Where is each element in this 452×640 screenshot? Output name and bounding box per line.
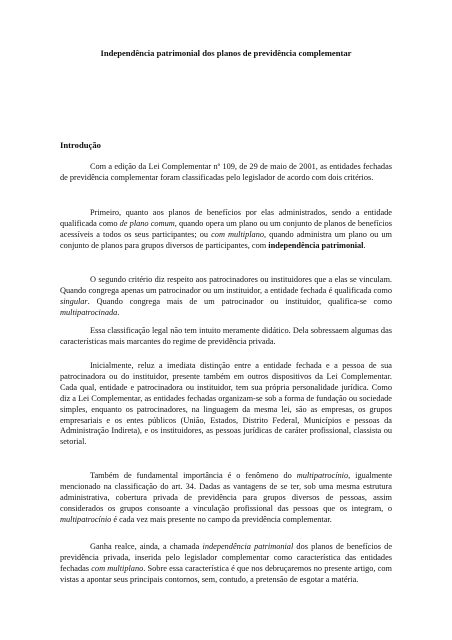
document-title: Independência patrimonial dos planos de previdência complementar — [100, 48, 352, 58]
paragraph-text: Com a edição da Lei Complementar nº 109, de 29 de maio de 2001, as entidades fechadas de previdência complementar foram classificadas pelo legislador de acordo com dois critérios. — [60, 162, 392, 182]
paragraph-5 — [60, 361, 392, 448]
section-heading: Introdução — [60, 140, 101, 150]
paragraph-text: Também de fundamental importância é o fenômeno do — [90, 471, 297, 480]
paragraph-text: , quando opera um plano ou um conjunto de planos de benefícios acessíveis a todos os seus participantes; ou — [60, 218, 393, 239]
bold-text: independência patrimonial — [268, 240, 364, 250]
paragraph-text: Primeiro, quanto aos planos de benefícios por elas administrados, sendo a entidade qualificada como — [60, 208, 392, 228]
paragraph-text: dos planos de benefícios de previdência privada, inserida pelo legislador complementar como característica das entidades fechadas — [60, 542, 393, 573]
emphasis-text: multipatrocínio — [296, 471, 349, 480]
emphasis-text: multipatrocínio — [60, 514, 112, 524]
paragraph-text: O segundo critério diz respeito aos patrocinadores ou instituidores que a elas se vinculam. Quando congrega apenas um patrocinador ou um instituidor, a entidade fechada é qualificada como — [60, 275, 392, 295]
emphasis-text: multipatrocinada — [60, 307, 118, 317]
paragraph-7 — [60, 542, 392, 586]
emphasis-text: singular — [60, 296, 88, 306]
paragraph-text: Ganha realce, ainda, a chamada — [90, 542, 203, 551]
paragraph-text: , igualmente mencionado na classificação do art. 34. Dadas as vantagens de se ter, sob uma mesma estrutura administrativa, cobertura privada de previdência para grupos diversos de pessoas, assim considerados os grupos consoante a vinculação profissional das pessoas que os integram, o — [60, 471, 393, 513]
paragraph-text: Essa classificação legal não tem intuito meramente didático. Dela sobressaem algumas das características mais marcantes do regime de previdência privada. — [60, 326, 392, 346]
paragraph-text: , quando administra um plano ou um conjunto de planos para grupos diversos de participantes, com — [60, 229, 392, 250]
paragraph-4 — [60, 326, 392, 348]
paragraph-2 — [60, 208, 392, 252]
paragraph-6 — [60, 471, 392, 526]
paragraph-text: . Sobre essa característica é que nos debruçaremos no presente artigo, com vistas a apontar seus principais contornos, sem, contudo, a pretensão de esgotar a matéria. — [60, 563, 393, 584]
emphasis-text: de plano comum — [119, 218, 175, 228]
paragraph-1 — [60, 162, 392, 184]
paragraph-text: Inicialmente, reluz a imediata distinção entre a entidade fechada e a pessoa de sua patrocinadora ou do instituidor, presente também em outros dispositivos da Lei Complementar. Cada qual, entidade e patrocinadora ou instituidor, tem sua própria personalidade jurídica. Como diz a Lei Complementar, as entidades fechadas organizam-se sob a forma de fundação ou sociedade simples, enquanto os patrocinadores, na linguagem da mesma lei, são as empresas, os grupos empresariais e os entes públicos (União, Estados, Distrito Federal, Municípios e pessoas da Administração Indireta), e os instituidores, as pessoas jurídicas de caráter profissional, classista ou setorial. — [60, 361, 392, 447]
paragraph-text: . Quando congrega mais de um patrocinador ou instituidor, qualifica-se como — [87, 296, 392, 306]
paragraph-3 — [60, 275, 392, 319]
paragraph-text: . — [117, 307, 120, 317]
paragraph-text: é cada vez mais presente no campo da previdência complementar. — [111, 514, 332, 524]
emphasis-text: independência patrimonial — [202, 542, 294, 551]
emphasis-text: com multiplano — [91, 563, 144, 573]
paragraph-text: . — [363, 240, 366, 250]
emphasis-text: com multiplano — [211, 229, 264, 239]
